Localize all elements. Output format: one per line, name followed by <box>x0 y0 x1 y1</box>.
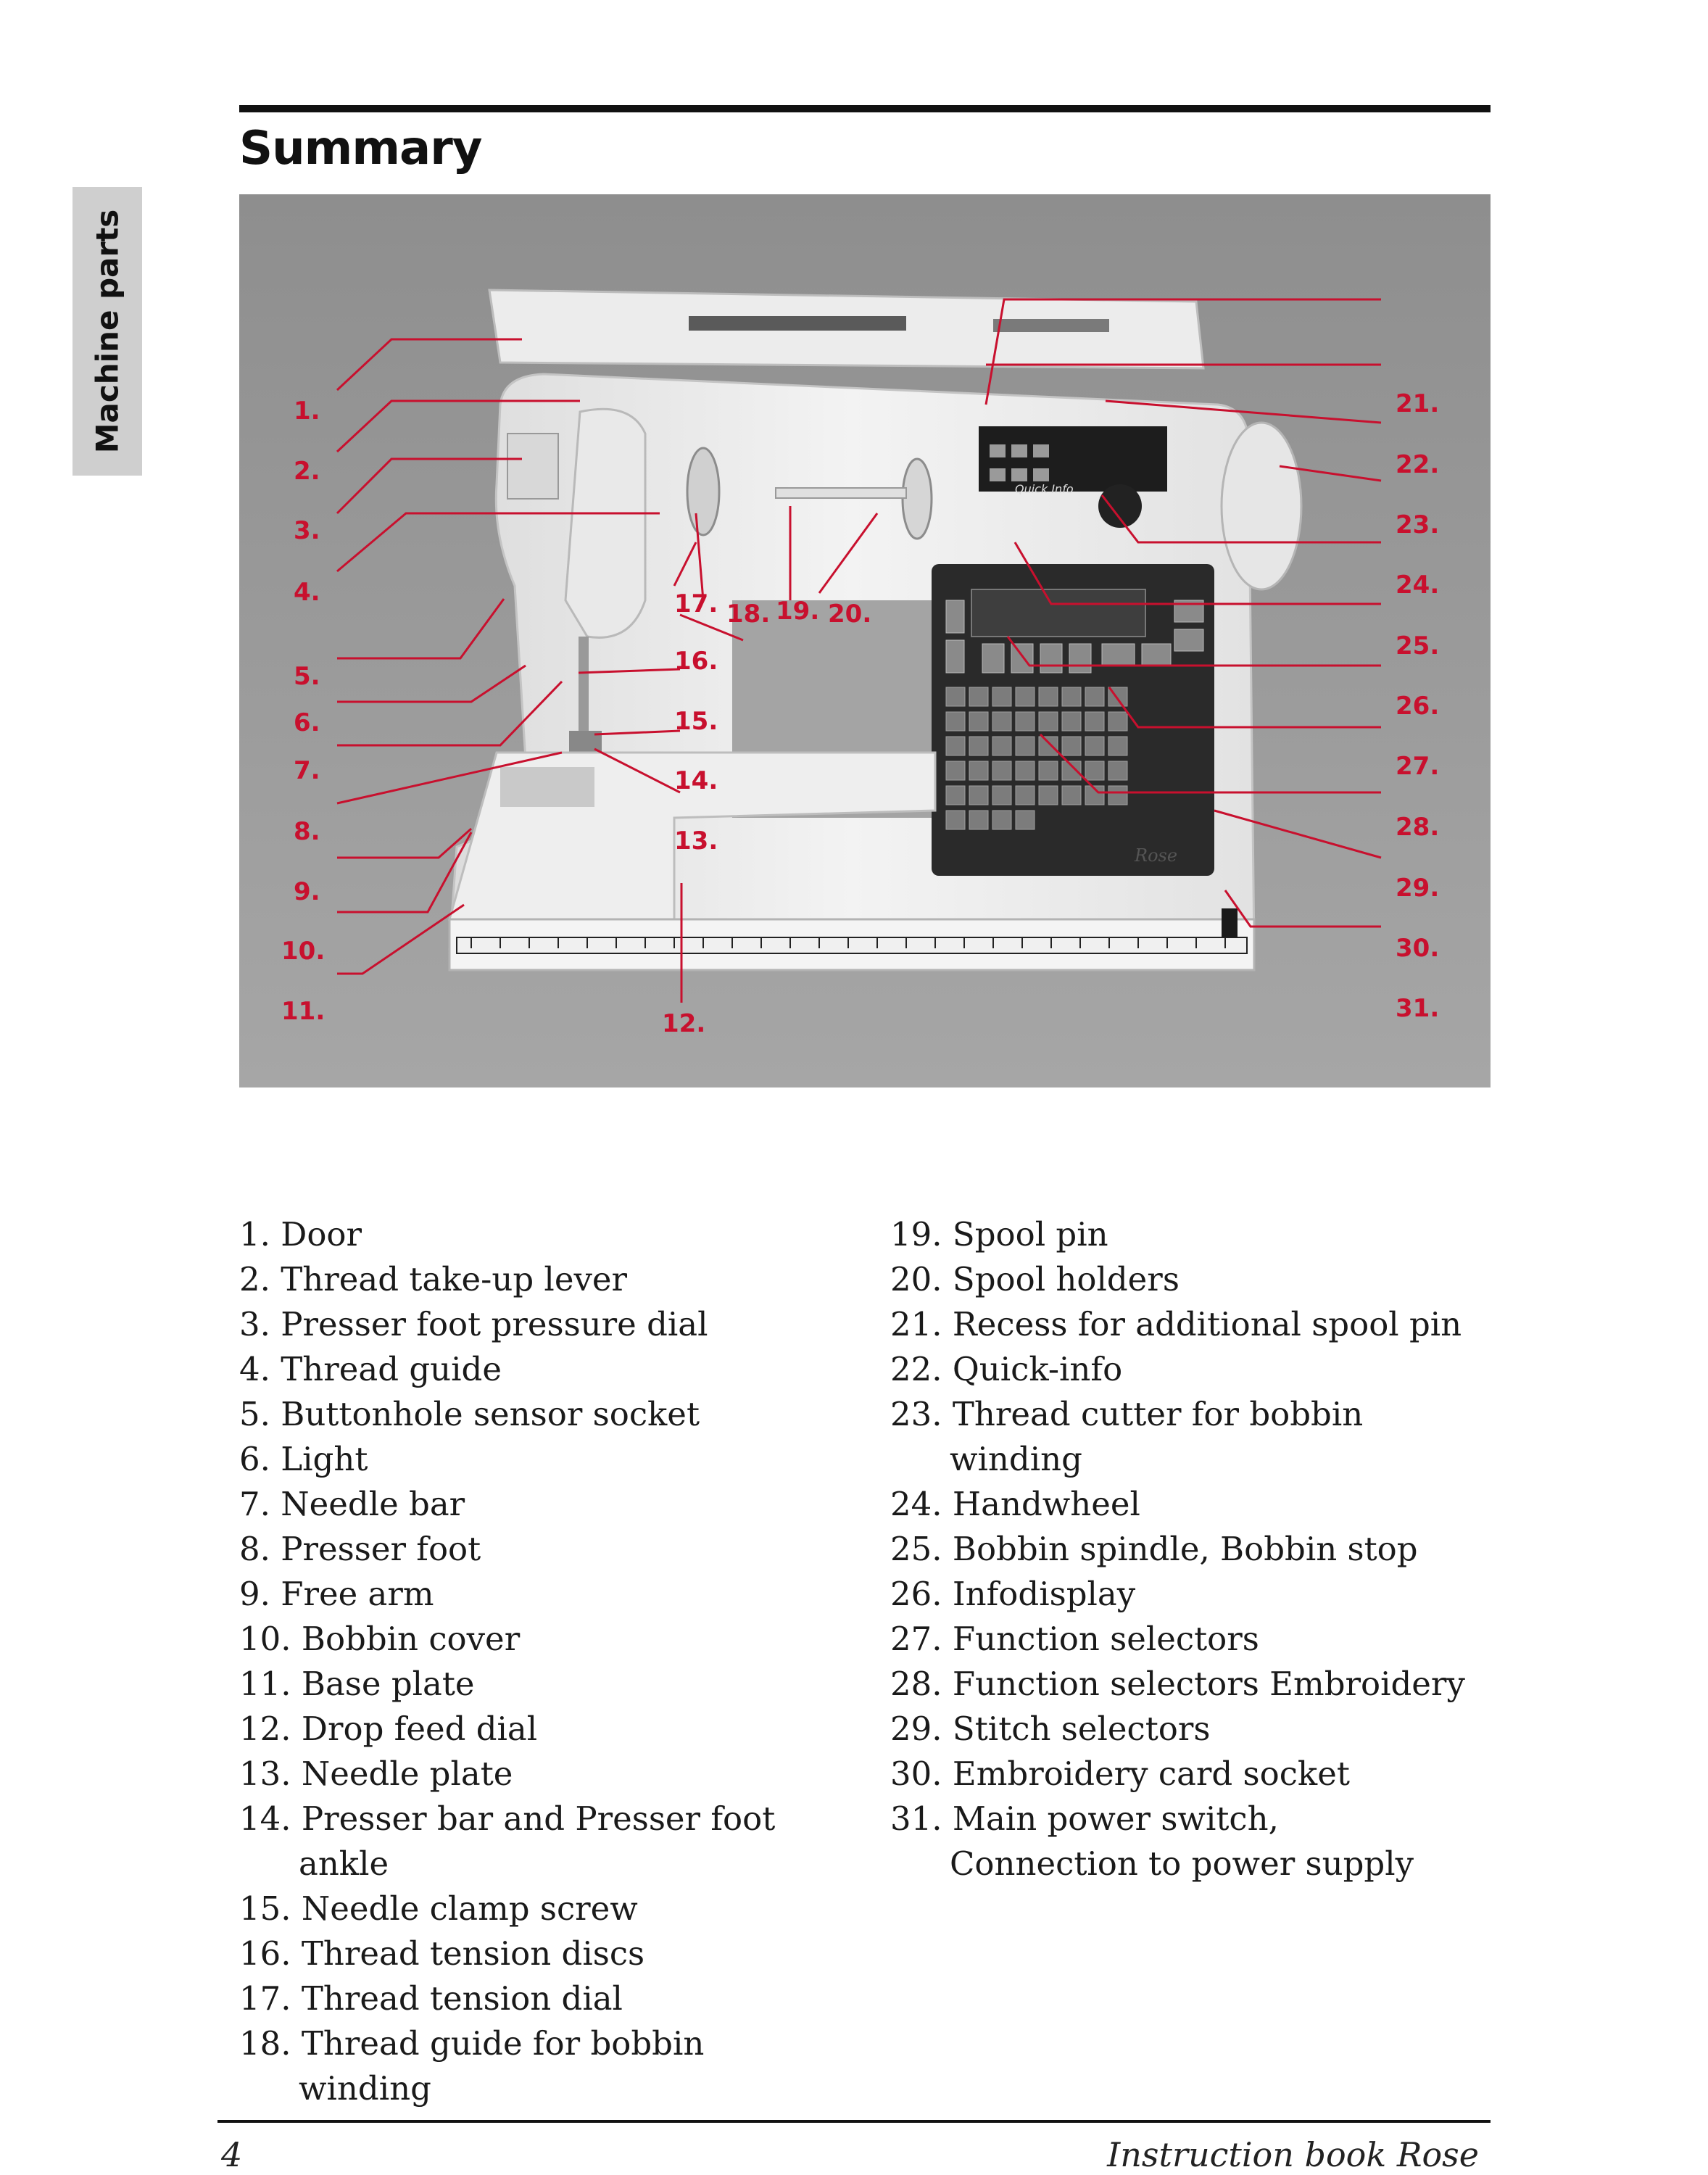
list-item: 21. Recess for additional spool pin <box>890 1305 1462 1343</box>
list-item: 5. Buttonhole sensor socket <box>239 1395 700 1433</box>
svg-text:6.: 6. <box>294 708 320 737</box>
svg-text:28.: 28. <box>1396 813 1440 842</box>
svg-text:29.: 29. <box>1396 874 1440 903</box>
svg-text:8.: 8. <box>294 817 320 846</box>
svg-text:23.: 23. <box>1396 510 1440 539</box>
list-item: 20. Spool holders <box>890 1260 1180 1298</box>
svg-text:1.: 1. <box>294 397 320 426</box>
page-number: 4 <box>221 2135 243 2174</box>
list-item: 10. Bobbin cover <box>239 1620 521 1658</box>
svg-text:3.: 3. <box>294 516 320 545</box>
svg-text:9.: 9. <box>294 877 320 906</box>
list-item: 17. Thread tension dial <box>239 1979 623 2018</box>
bottom-rule <box>217 2120 1491 2123</box>
svg-text:5.: 5. <box>294 662 320 691</box>
list-item: 14. Presser bar and Presser foot ankle <box>239 1799 776 1883</box>
panel-label: Quick Info <box>1015 482 1074 496</box>
svg-text:11.: 11. <box>281 997 326 1026</box>
svg-text:13.: 13. <box>674 826 718 856</box>
parts-list-right <box>890 1212 1514 1886</box>
svg-text:25.: 25. <box>1396 631 1440 660</box>
svg-text:12.: 12. <box>662 1009 706 1038</box>
list-item: 6. Light <box>239 1440 368 1478</box>
list-item: 26. Infodisplay <box>890 1575 1136 1613</box>
svg-text:15.: 15. <box>674 707 718 736</box>
list-item: 30. Embroidery card socket <box>890 1754 1350 1793</box>
svg-text:22.: 22. <box>1396 450 1440 479</box>
list-item: 22. Quick-info <box>890 1350 1123 1388</box>
list-item: 12. Drop feed dial <box>239 1710 538 1748</box>
list-item: 9. Free arm <box>239 1575 434 1613</box>
list-item: 18. Thread guide for bobbin winding <box>239 2024 705 2108</box>
list-item: 7. Needle bar <box>239 1485 465 1523</box>
list-item: 4. Thread guide <box>239 1350 502 1388</box>
list-item: 24. Handwheel <box>890 1485 1140 1523</box>
svg-text:17.: 17. <box>674 589 718 618</box>
svg-text:31.: 31. <box>1396 994 1440 1023</box>
list-item: 23. Thread cutter for bobbin winding <box>890 1395 1364 1478</box>
svg-text:24.: 24. <box>1396 571 1440 600</box>
side-tab-label: Machine parts <box>89 209 125 454</box>
list-item: 1. Door <box>239 1215 362 1254</box>
svg-text:20.: 20. <box>828 600 872 629</box>
svg-text:2.: 2. <box>294 457 320 486</box>
svg-text:19.: 19. <box>776 597 820 626</box>
book-title: Instruction book Rose <box>1107 2135 1479 2174</box>
list-item: 31. Main power switch, Connection to power supply <box>890 1799 1414 1883</box>
svg-text:18.: 18. <box>726 600 771 629</box>
list-item: 2. Thread take-up lever <box>239 1260 628 1298</box>
side-tab <box>72 187 142 476</box>
svg-text:26.: 26. <box>1396 692 1440 721</box>
list-item: 19. Spool pin <box>890 1215 1108 1254</box>
list-item: 15. Needle clamp screw <box>239 1889 638 1928</box>
svg-text:21.: 21. <box>1396 389 1440 418</box>
list-item: 28. Function selectors Embroidery <box>890 1665 1465 1703</box>
svg-text:14.: 14. <box>674 766 718 795</box>
list-item: 3. Presser foot pressure dial <box>239 1305 708 1343</box>
list-item: 16. Thread tension discs <box>239 1934 645 1973</box>
svg-text:10.: 10. <box>281 937 326 966</box>
list-item: 29. Stitch selectors <box>890 1710 1211 1748</box>
page-title: Summary <box>239 122 482 175</box>
svg-text:7.: 7. <box>294 756 320 785</box>
parts-list-left <box>239 1212 877 2111</box>
top-rule <box>239 105 1491 112</box>
svg-text:27.: 27. <box>1396 752 1440 781</box>
machine-photo <box>239 194 1491 1088</box>
list-item: 25. Bobbin spindle, Bobbin stop <box>890 1530 1418 1568</box>
svg-text:30.: 30. <box>1396 934 1440 963</box>
list-item: 11. Base plate <box>239 1665 475 1703</box>
svg-text:4.: 4. <box>294 578 320 607</box>
brand-script: Rose <box>1135 845 1178 866</box>
list-item: 13. Needle plate <box>239 1754 513 1793</box>
list-item: 8. Presser foot <box>239 1530 481 1568</box>
svg-text:16.: 16. <box>674 647 718 676</box>
list-item: 27. Function selectors <box>890 1620 1259 1658</box>
